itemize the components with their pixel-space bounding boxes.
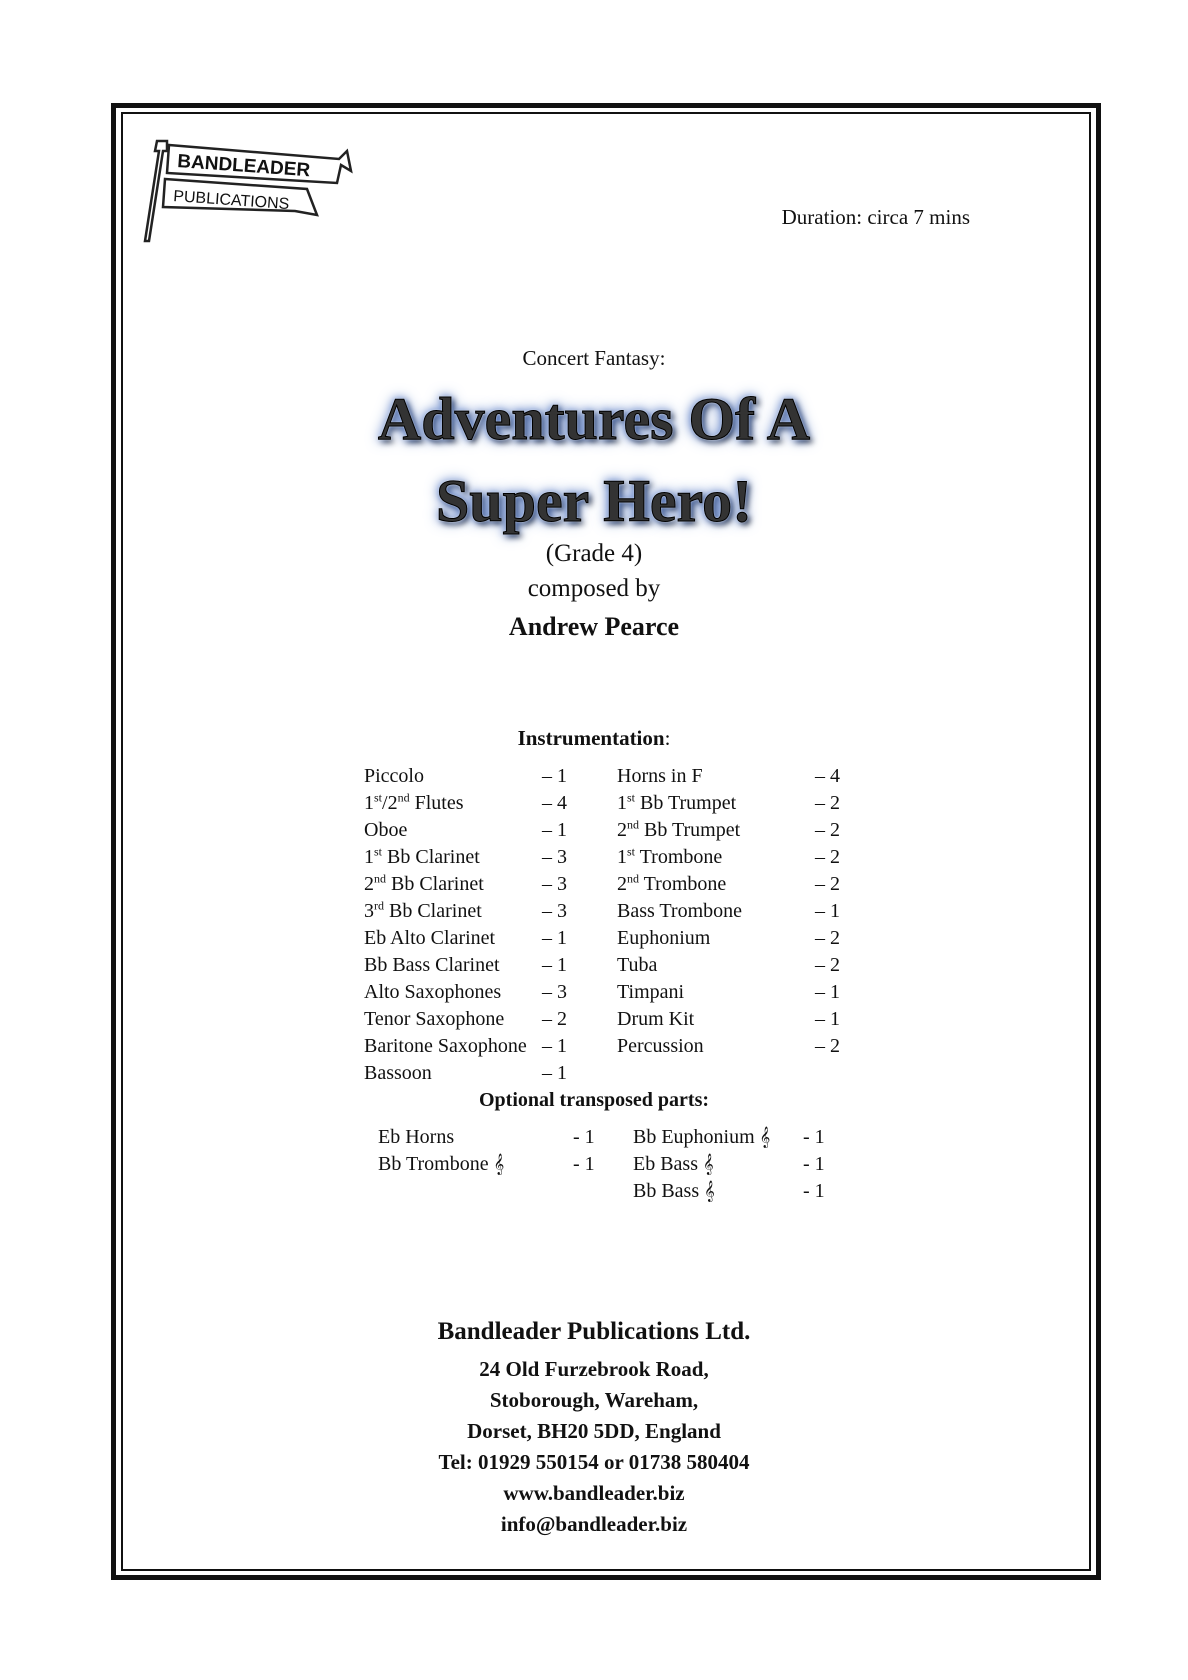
instrument-name: 1st Bb Clarinet (364, 844, 480, 868)
instrument-row (617, 871, 847, 898)
instrument-row (617, 844, 847, 871)
instrument-row (364, 790, 580, 817)
composer: Andrew Pearce (508, 612, 680, 641)
instrument-name: Drum Kit (617, 1008, 695, 1030)
duration: Duration: circa 7 mins (781, 205, 970, 229)
instrument-row (364, 1060, 580, 1087)
instrument-name: Oboe (364, 819, 408, 841)
instrument-row (617, 763, 847, 790)
instrument-row (617, 1033, 847, 1060)
optional-list-right (633, 1124, 833, 1205)
instrument-qty: – 3 (542, 873, 567, 895)
instrument-qty: – 1 (815, 981, 840, 1003)
instrument-qty: – 1 (815, 900, 840, 922)
instrument-name: 3rd Bb Clarinet (364, 898, 482, 922)
instrument-qty: – 2 (815, 819, 840, 841)
instrument-row (364, 1006, 580, 1033)
instrument-row (364, 898, 580, 925)
instrument-qty: - 1 (803, 1126, 825, 1148)
instrument-qty: – 3 (542, 981, 567, 1003)
composed-by: composed by (527, 575, 661, 602)
page-title (200, 378, 988, 542)
instrument-qty: – 1 (542, 1062, 567, 1084)
grade: (Grade 4) (545, 540, 643, 567)
publisher-address-1: 24 Old Furzebrook Road, (479, 1357, 709, 1381)
instrument-qty: – 3 (542, 900, 567, 922)
instrument-name: 1st Trombone (617, 844, 723, 868)
instrument-name: Alto Saxophones (364, 981, 502, 1003)
instrumentation-heading: Instrumentation: (517, 726, 671, 750)
instrument-qty: - 1 (573, 1153, 595, 1175)
instrument-name: Tuba (617, 954, 658, 976)
instrument-name: Bb Euphonium 𝄞 (633, 1126, 771, 1148)
instrument-qty: – 1 (542, 765, 567, 787)
instrument-qty: - 1 (803, 1153, 825, 1175)
instrument-row (617, 817, 847, 844)
instrument-row (364, 871, 580, 898)
instrument-qty: – 1 (542, 927, 567, 949)
instrument-qty: – 3 (542, 846, 567, 868)
publisher-tel: Tel: 01929 550154 or 01738 580404 (438, 1450, 750, 1474)
instrument-list-right (617, 763, 847, 1060)
logo-line2: PUBLICATIONS (172, 188, 290, 214)
instrument-name: Eb Horns (378, 1126, 455, 1148)
instrument-qty: - 1 (803, 1180, 825, 1202)
page-border-inner (121, 112, 1091, 1571)
instrument-name: Euphonium (617, 927, 711, 949)
instrument-name: Piccolo (364, 765, 424, 787)
instrument-row (364, 763, 580, 790)
instrument-row (617, 979, 847, 1006)
publisher-address-2: Stoborough, Wareham, (489, 1388, 699, 1412)
publisher-address-3: Dorset, BH20 5DD, England (467, 1419, 721, 1443)
instrument-qty: – 1 (815, 1008, 840, 1030)
instrument-name: Bassoon (364, 1062, 432, 1084)
instrument-name: Eb Bass 𝄞 (633, 1153, 714, 1175)
instrument-name: Bb Trombone 𝄞 (378, 1153, 505, 1175)
instrument-qty: – 4 (542, 792, 567, 814)
instrument-qty: – 1 (542, 1035, 567, 1057)
logo-line1: BANDLEADER (176, 151, 311, 182)
instrument-qty: – 2 (815, 792, 840, 814)
instrument-row (364, 817, 580, 844)
instrument-name: Horns in F (617, 765, 703, 787)
instrument-row (617, 790, 847, 817)
instrument-row (364, 979, 580, 1006)
instrument-name: 1st Bb Trumpet (617, 790, 737, 814)
instrument-qty: – 2 (815, 1035, 840, 1057)
instrument-row (364, 952, 580, 979)
instrument-name: Bass Trombone (617, 900, 743, 922)
instrument-qty: – 2 (815, 846, 840, 868)
publisher-website: www.bandleader.biz (503, 1481, 685, 1505)
instrument-qty: – 2 (542, 1008, 567, 1030)
instrument-row (364, 925, 580, 952)
instrument-name: Baritone Saxophone (364, 1035, 527, 1057)
instrument-name: Bb Bass Clarinet (364, 954, 500, 976)
instrument-qty: – 2 (815, 954, 840, 976)
instrument-row (364, 844, 580, 871)
optional-list-left (378, 1124, 618, 1178)
subtitle: Concert Fantasy: (522, 346, 666, 370)
instrument-qty: – 1 (542, 954, 567, 976)
instrument-row (617, 925, 847, 952)
publisher-logo (143, 133, 383, 245)
instrument-row (378, 1124, 618, 1151)
instrument-name: Percussion (617, 1035, 704, 1057)
title-line-2: Super Hero! (435, 468, 753, 534)
instrument-name: 2nd Trombone (617, 871, 727, 895)
publisher-name: Bandleader Publications Ltd. (437, 1318, 751, 1345)
instrument-name: Bb Bass 𝄞 (633, 1180, 715, 1202)
instrument-row (633, 1151, 833, 1178)
instrument-list-left (364, 763, 580, 1087)
instrument-name: 2nd Bb Clarinet (364, 871, 484, 895)
title-line-1: Adventures Of A (377, 386, 811, 452)
optional-parts-heading: Optional transposed parts: (478, 1089, 710, 1111)
instrument-row (364, 1033, 580, 1060)
instrument-name: Tenor Saxophone (364, 1008, 505, 1030)
instrument-name: 2nd Bb Trumpet (617, 817, 741, 841)
instrument-name: Timpani (617, 981, 685, 1003)
instrument-row (633, 1124, 833, 1151)
instrument-qty: – 2 (815, 873, 840, 895)
instrument-row (617, 1006, 847, 1033)
instrument-qty: - 1 (573, 1126, 595, 1148)
instrument-row (378, 1151, 618, 1178)
flag-banner-icon (145, 141, 351, 241)
instrument-row (633, 1178, 833, 1205)
instrument-row (617, 952, 847, 979)
instrument-row (617, 898, 847, 925)
instrument-qty: – 1 (542, 819, 567, 841)
publisher-email: info@bandleader.biz (500, 1512, 688, 1536)
instrument-qty: – 4 (815, 765, 840, 787)
instrument-name: 1st/2nd Flutes (364, 790, 464, 814)
instrument-name: Eb Alto Clarinet (364, 927, 496, 949)
instrument-qty: – 2 (815, 927, 840, 949)
